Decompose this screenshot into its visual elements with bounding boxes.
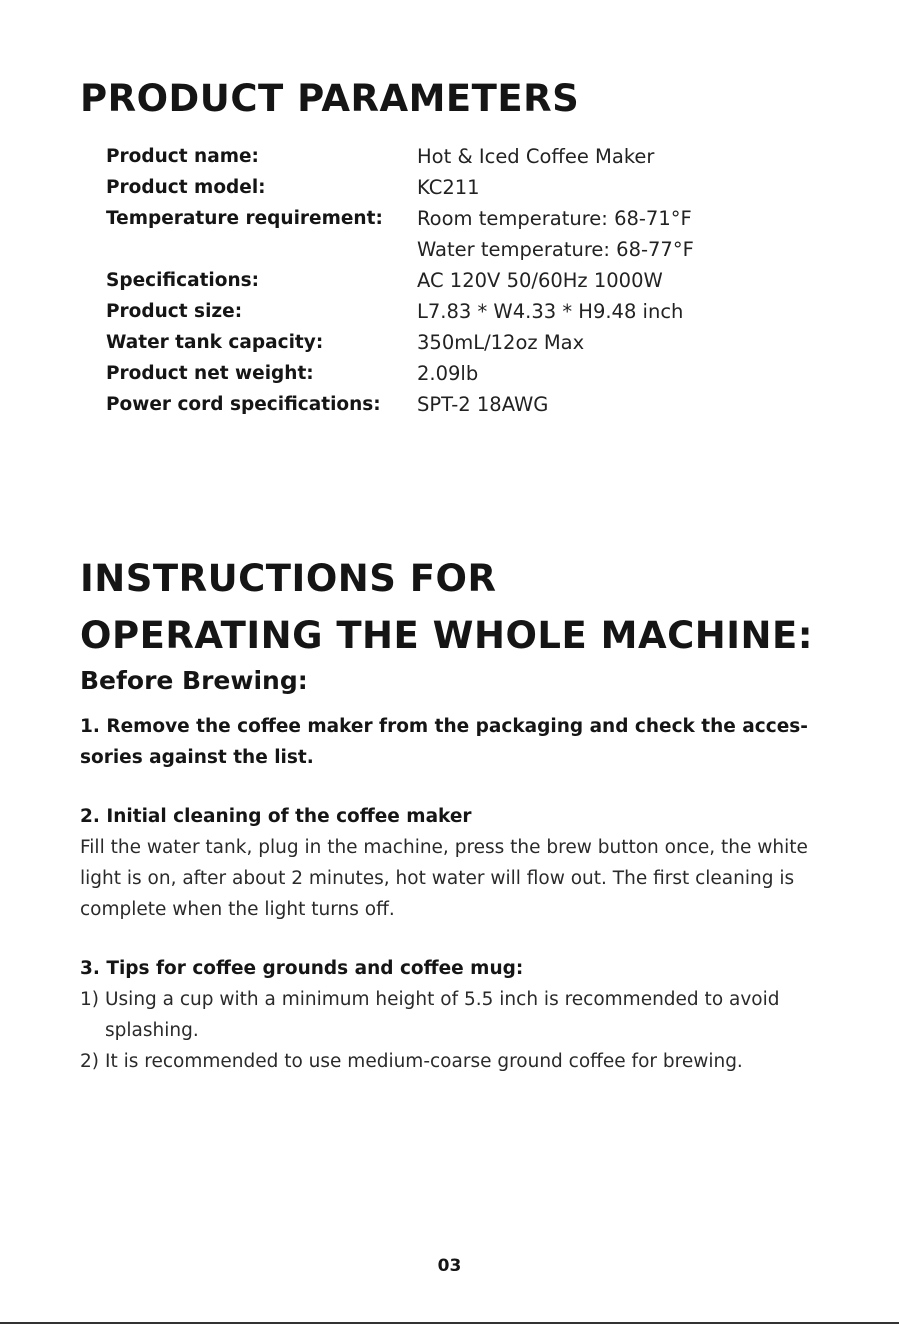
- page-number: 03: [437, 1256, 462, 1276]
- param-value: AC 120V 50/60Hz 1000W: [417, 269, 663, 292]
- param-row: [106, 265, 806, 296]
- tip-item: [80, 1046, 820, 1077]
- tip-text: Using a cup with a minimum height of 5.5 inch is recommended to avoid splashing.: [105, 989, 780, 1041]
- param-value: 2.09lb: [417, 362, 479, 385]
- param-value: SPT-2 18AWG: [417, 393, 549, 416]
- param-value: 350mL/12oz Max: [417, 331, 585, 354]
- param-row: [106, 203, 806, 265]
- instructions-title-line2: OPERATING THE WHOLE MACHINE:: [80, 614, 814, 657]
- step-2-title: 2. Initial cleaning of the coffee maker: [80, 806, 472, 827]
- step-1-text: 1. Remove the coffee maker from the packaging and check the acces-sories against the list.: [80, 716, 808, 768]
- product-parameters-title: PRODUCT PARAMETERS: [80, 77, 580, 120]
- param-value: Room temperature: 68-71°F: [417, 207, 692, 230]
- tip-number: 2): [80, 1051, 99, 1072]
- param-row: [106, 358, 806, 389]
- step-3-title: 3. Tips for coffee grounds and coffee mug:: [80, 958, 524, 979]
- param-row: [106, 389, 806, 420]
- param-label: Water tank capacity:: [106, 332, 324, 353]
- step-3: [80, 953, 820, 1077]
- param-value: KC211: [417, 176, 480, 199]
- step-2-body: Fill the water tank, plug in the machine, press the brew button once, the white light is on, after about 2 minutes, hot water will flow out. The first cleaning is complete when the light turns off.: [80, 837, 808, 920]
- param-label: Product name:: [106, 146, 259, 167]
- step-2: [80, 801, 820, 925]
- instructions-title-line1: INSTRUCTIONS FOR: [80, 557, 497, 600]
- param-value: L7.83 * W4.33 * H9.48 inch: [417, 300, 684, 323]
- tip-number: 1): [80, 989, 99, 1010]
- param-label: Power cord specifications:: [106, 394, 381, 415]
- param-label: Temperature requirement:: [106, 208, 383, 229]
- param-row: [106, 327, 806, 358]
- tip-text: It is recommended to use medium-coarse ground coffee for brewing.: [105, 1051, 743, 1072]
- before-brewing-subtitle: Before Brewing:: [80, 666, 308, 695]
- param-label: Product model:: [106, 177, 266, 198]
- param-row: [106, 172, 806, 203]
- parameters-table: [106, 141, 806, 420]
- instructions-title: [80, 550, 813, 664]
- param-label: Product size:: [106, 301, 243, 322]
- param-value: Hot & Iced Coffee Maker: [417, 145, 655, 168]
- param-label: Product net weight:: [106, 363, 314, 384]
- param-row: [106, 141, 806, 172]
- param-label: Specifications:: [106, 270, 260, 291]
- step-1: [80, 711, 820, 773]
- param-value: Water temperature: 68-77°F: [417, 238, 694, 261]
- tip-item: [80, 984, 820, 1046]
- param-row: [106, 296, 806, 327]
